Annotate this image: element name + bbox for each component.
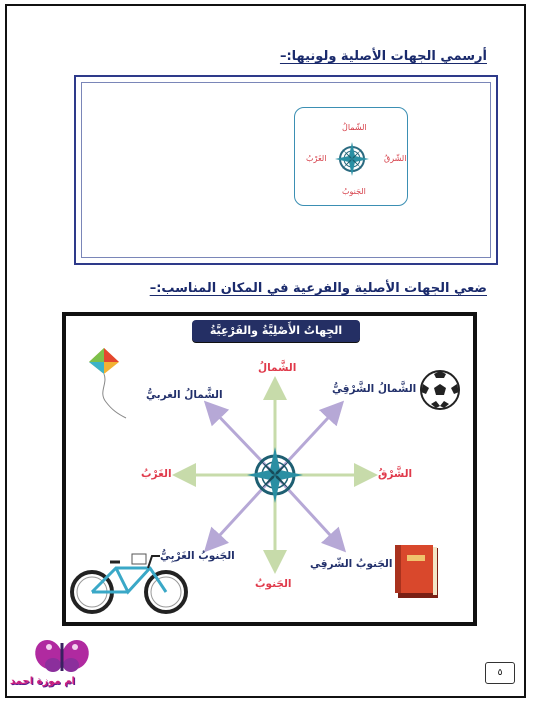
- question-2-title: ضعي الجهات الأصلية والفرعية في المكان المناسب:–: [149, 281, 487, 296]
- soccer-ball-icon: [421, 371, 459, 409]
- card-east-label: الشّرقُ: [384, 154, 407, 163]
- butterfly-logo-icon: [30, 636, 93, 674]
- bicycle-icon: [72, 554, 186, 612]
- logo-text: ام موزة احمد: [10, 676, 75, 687]
- label-west: الغَرْبُ: [141, 468, 172, 480]
- label-south-west: الجَنوبُ الغَرْبِيُّ: [160, 550, 235, 562]
- arrow-south-west: [208, 475, 275, 548]
- label-south-east: الجَنوبُ الشّرقِي: [310, 558, 393, 570]
- label-south: الجَنوبُ: [255, 578, 292, 590]
- label-north-west: الشَّمالُ الغربيُّ: [146, 389, 223, 401]
- label-north: الشَّمالُ: [258, 362, 297, 374]
- card-south-label: الجَنوبُ: [342, 187, 366, 196]
- question-1-title: أرسمي الجهات الأصلية ولونيها:–: [279, 49, 487, 64]
- page-number: ٥: [485, 662, 515, 684]
- card-north-label: الشّمالُ: [342, 123, 367, 132]
- book-icon: [395, 545, 438, 598]
- card-west-label: الغَرْبُ: [306, 154, 327, 163]
- kite-icon: [89, 348, 126, 418]
- label-north-east: الشَّمالُ الشَّرْقِيُّ: [332, 383, 417, 395]
- arrow-south-east: [275, 475, 342, 548]
- figure-banner: الجِهاتُ الأَصْلِيَّةُ والفَرْعِيَّةُ: [192, 320, 360, 342]
- label-east: الشَّرْقُ: [378, 468, 413, 480]
